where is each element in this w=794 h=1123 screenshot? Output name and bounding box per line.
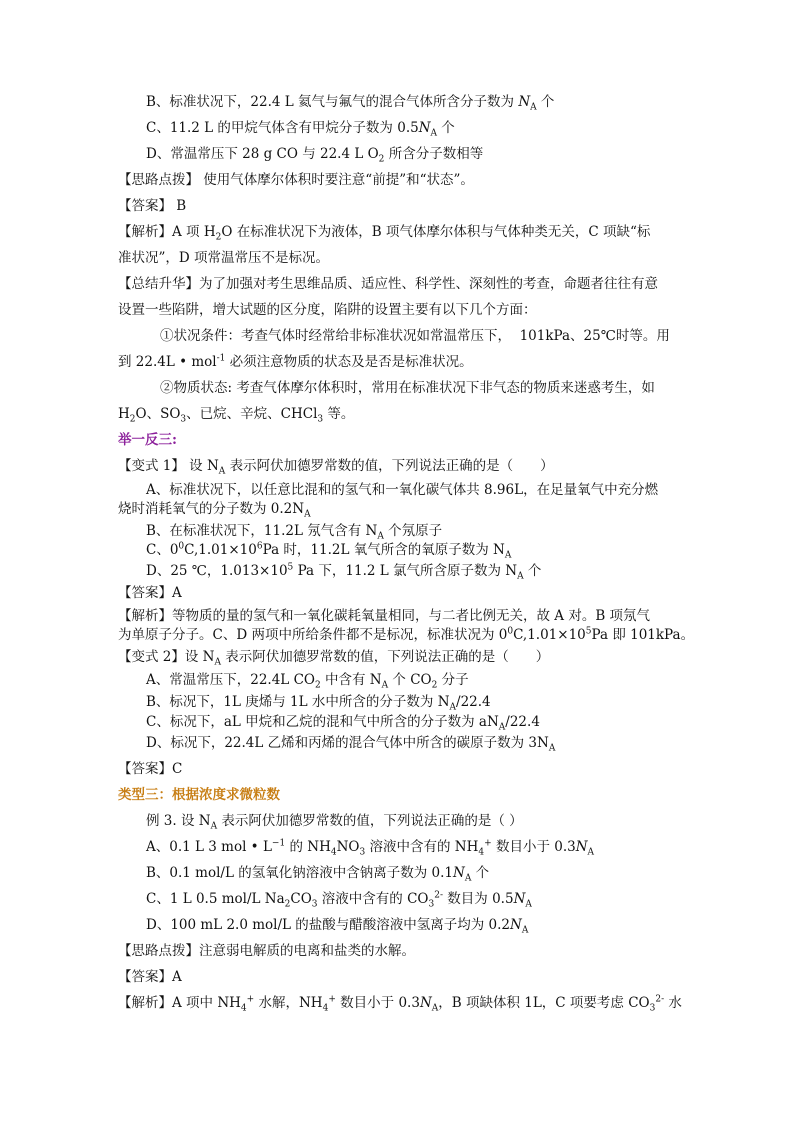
text-line: C、$0^0C,1.01\times 10^6Pa$ 时，11.2L 氧气所含的氧原子数为 $N_A$ xyxy=(146,541,512,561)
text-line: 【答案】A xyxy=(118,585,182,601)
text-line: B、在标准状况下，11.2L 氖气含有 $N_A$ 个氖原子 xyxy=(146,523,443,542)
text-line: 【总结升华】为了加强对考生思维品质、适应性、科学性、深刻性的考查，命题者往往有意 xyxy=(118,276,658,292)
text-line: 【解析】等物质的量的氢气和一氧化碳耗氧量相同，与二者比例无关，故 A 对。B 项氖气 xyxy=(118,608,651,624)
text-line: $H_2O$、$SO_3$、已烷、辛烷、CHCl$_3$ 等。 xyxy=(118,406,355,425)
text-line: 【变式 2】设 $N_A$ 表示阿伏加德罗常数的值，下列说法正确的是（ ） xyxy=(118,649,550,668)
text-line: 类型三：根据浓度求微粒数 xyxy=(118,787,280,803)
text-line: C、标况下，aL 甲烷和乙烷的混和气中所含的分子数为 $aN_A/22.4$ xyxy=(146,714,540,733)
text-line: 为单原子分子。C、D 两项中所给条件都不是标况，标准状况为 $0^0C,1.01\times 10^5Pa$ 即 101kPa。 xyxy=(118,626,695,643)
text-line: D、常温常压下 28 g CO 与 22.4 L $O_2$ 所含分子数相等 xyxy=(146,146,484,165)
text-line: B、标况下，1L 庚烯与 1L 水中所含的分子数为 $N_A/22.4$ xyxy=(146,694,491,713)
text-line: A、标准状况下，以任意比混和的氢气和一氧化碳气体共 8.96L，在足量氧气中充分燃 xyxy=(146,482,659,498)
text-line: 例 3. 设 $N_A$ 表示阿伏加德罗常数的值，下列说法正确的是（ ） xyxy=(146,813,523,832)
text-line: D、100 mL 2.0 mol/L 的盐酸与醋酸溶液中氢离子均为 $0.2N_A$ xyxy=(146,917,529,936)
text-line: C、1 L 0.5 mol/L $Na_2CO_3$ 溶液中含有的 $CO_3^{2-}$ 数目为 $0.5N_A$ xyxy=(146,890,532,910)
text-line: 【思路点拨】 使用气体摩尔体积时要注意“前提”和“状态”。 xyxy=(118,172,474,188)
text-line: 到 22.4L • mol$^{-1}$ 必须注意物质的状态及是否是标准状况。 xyxy=(118,353,473,370)
text-line: 【解析】A 项中 $NH_4^+$ 水解，$NH_4^+$ 数目小于 $0.3N_A$，B 项缺体积 1L，C 项要考虑 $CO_3^{2-}$ 水 xyxy=(118,994,682,1014)
text-line: D、25 ℃，$1.013\times 10^5$ Pa 下，11.2 L 氯气所含原子数为 $N_A$ 个 xyxy=(146,562,542,582)
text-line: 举一反三: xyxy=(118,432,177,448)
text-line: A、0.1 L 3 mol • $L^{-1}$ 的 $NH_4NO_3$ 溶液中含有的 $NH_4^+$ 数目小于 $0.3N_A$ xyxy=(146,838,595,858)
text-line: D、标况下，22.4L 乙烯和丙烯的混合气体中所含的碳原子数为 $3N_A$ xyxy=(146,735,556,754)
text-line: 【解析】A 项 $H_2O$ 在标准状况下为液体，B 项气体摩尔体积与气体种类无关，C 项缺“标 xyxy=(118,224,651,243)
text-line: 【答案】A xyxy=(118,969,182,985)
text-line: 【答案】 B xyxy=(118,198,187,214)
text-line: 【答案】C xyxy=(118,761,183,777)
text-line: B、标准状况下，22.4 L 氦气与氟气的混合气体所含分子数为 $N_A$ 个 xyxy=(146,94,555,113)
text-line: C、11.2 L 的甲烷气体含有甲烷分子数为 $0.5N_A$ 个 xyxy=(146,120,455,139)
text-line: 烧时消耗氧气的分子数为 $0.2N_A$ xyxy=(118,501,311,520)
text-line: 【思路点拨】注意弱电解质的电离和盐类的水解。 xyxy=(118,943,415,959)
text-line: 准状况”，D 项常温常压不是标况。 xyxy=(118,250,330,266)
text-line: 【变式 1】 设 $N_A$ 表示阿伏加德罗常数的值，下列说法正确的是（ ） xyxy=(118,458,554,477)
text-line: B、0.1 mol/L 的氢氧化钠溶液中含钠离子数为 $0.1N_A$ 个 xyxy=(146,865,490,884)
text-line: ②物质状态: 考查气体摩尔体积时，常用在标准状况下非气态的物质来迷惑考生，如 xyxy=(160,380,655,396)
text-line: ①状况条件：考查气体时经常给非标准状况如常温常压下， 101kPa、25℃时等。用 xyxy=(160,328,670,344)
text-line: 设置一些陷阱，增大试题的区分度，陷阱的设置主要有以下几个方面： xyxy=(118,302,537,318)
text-line: A、常温常压下，22.4L $CO_2$ 中含有 $N_A$ 个 $CO_2$ 分子 xyxy=(146,672,469,691)
